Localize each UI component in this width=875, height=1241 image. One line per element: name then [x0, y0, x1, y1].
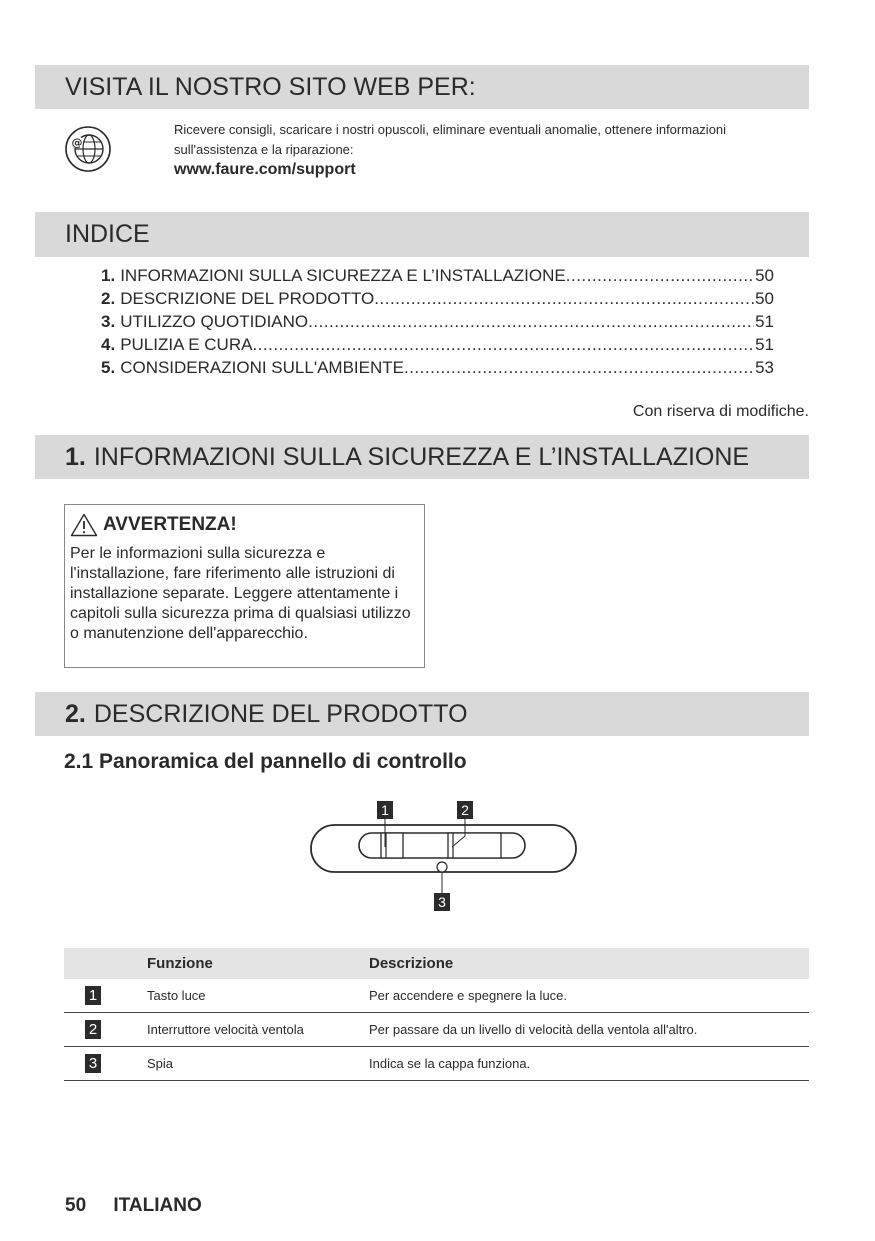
- toc-leader: [404, 358, 754, 378]
- toc-entry-page: 53: [755, 358, 774, 377]
- row-number-badge: 1: [85, 986, 101, 1005]
- toc-entry[interactable]: [101, 266, 774, 289]
- toc-entry-number: 5.: [101, 358, 116, 377]
- control-panel-subheading: 2.1 Panoramica del pannello di controllo: [64, 750, 467, 773]
- fan-switch-shape: [448, 833, 501, 858]
- toc-entry[interactable]: [101, 335, 774, 358]
- toc-entry-page: 51: [755, 312, 774, 331]
- toc-leader: [308, 312, 754, 332]
- toc-entry[interactable]: [101, 289, 774, 312]
- toc-entry-title: DESCRIZIONE DEL PRODOTTO: [120, 289, 375, 308]
- table-of-contents: [101, 266, 774, 381]
- section2-title: DESCRIZIONE DEL PRODOTTO: [93, 699, 468, 728]
- website-heading: VISITA IL NOSTRO SITO WEB PER:: [65, 72, 476, 101]
- warning-title-text: AVVERTENZA!: [103, 514, 237, 535]
- page-number: 50: [65, 1195, 87, 1216]
- function-table: [64, 948, 809, 1081]
- table-header-id: [64, 948, 147, 979]
- website-description: Ricevere consigli, scaricare i nostri opuscoli, eliminare eventuali anomalie, ottenere informazioni sull'assistenza e la riparazione:: [174, 122, 727, 157]
- toc-entry-page: 50: [755, 289, 774, 308]
- table-row: [64, 1013, 809, 1047]
- web-globe-icon: [64, 125, 112, 173]
- warning-text: Per le informazioni sulla sicurezza e l'installazione, fare riferimento alle istruzioni di installazione separate. Leggere attentamente i capitoli sulla sicurezza prima di qualsiasi utilizzo o manutenzione dell'apparecchio.: [70, 545, 411, 642]
- changes-note: Con riserva di modifiche.: [632, 403, 809, 420]
- section1-heading-band: [35, 435, 809, 479]
- toc-leader: [566, 266, 754, 286]
- light-button-shape: [381, 833, 403, 858]
- toc-leader: [374, 289, 754, 309]
- section2-number: 2.: [65, 699, 86, 728]
- warning-triangle-icon: [70, 513, 98, 537]
- warning-box: [64, 504, 425, 668]
- section2-heading-band: [35, 692, 809, 736]
- toc-entry-number: 1.: [101, 266, 116, 285]
- warning-title: [70, 513, 237, 537]
- indicator-light-shape: [437, 862, 447, 872]
- row-description: Per passare da un livello di velocità della ventola all'altro.: [369, 1013, 809, 1047]
- toc-entry[interactable]: [101, 358, 774, 381]
- toc-entry-page: 51: [755, 335, 774, 354]
- toc-entry-title: CONSIDERAZIONI SULL'AMBIENTE: [120, 358, 404, 377]
- diagram-label-3: 3: [438, 894, 446, 910]
- diagram-label-2: 2: [461, 802, 469, 818]
- website-heading-band: [35, 65, 809, 109]
- row-number-badge: 3: [85, 1054, 101, 1073]
- table-header-function: Funzione: [147, 955, 213, 972]
- diagram-label-1: 1: [381, 802, 389, 818]
- row-description: Indica se la cappa funziona.: [369, 1047, 809, 1081]
- table-header-row: [64, 948, 809, 979]
- toc-entry-page: 50: [755, 266, 774, 285]
- page-footer: [65, 1195, 202, 1217]
- index-heading-band: [35, 212, 809, 257]
- index-heading: INDICE: [65, 220, 150, 248]
- toc-entry-number: 4.: [101, 335, 116, 354]
- toc-entry-number: 2.: [101, 289, 116, 308]
- section1-title: INFORMAZIONI SULLA SICUREZZA E L’INSTALLAZIONE: [93, 442, 750, 471]
- toc-entry[interactable]: [101, 312, 774, 335]
- website-url-link[interactable]: www.faure.com/support: [174, 161, 356, 178]
- svg-text:@: @: [71, 136, 83, 149]
- toc-leader: [252, 335, 754, 355]
- toc-entry-title: UTILIZZO QUOTIDIANO: [120, 312, 309, 331]
- row-function: Tasto luce: [147, 979, 369, 1013]
- toc-entry-number: 3.: [101, 312, 116, 331]
- section1-number: 1.: [65, 442, 86, 471]
- toc-entry-title: INFORMAZIONI SULLA SICUREZZA E L’INSTALLAZIONE: [120, 266, 566, 285]
- table-header-description: Descrizione: [369, 955, 454, 972]
- table-row: [64, 1047, 809, 1081]
- row-function: Spia: [147, 1047, 369, 1081]
- control-panel-diagram: [300, 796, 590, 916]
- row-function: Interruttore velocità ventola: [147, 1013, 369, 1047]
- toc-entry-title: PULIZIA E CURA: [120, 335, 253, 354]
- table-row: [64, 979, 809, 1013]
- language-label: ITALIANO: [113, 1195, 202, 1216]
- row-number-badge: 2: [85, 1020, 101, 1039]
- row-description: Per accendere e spegnere la luce.: [369, 979, 809, 1013]
